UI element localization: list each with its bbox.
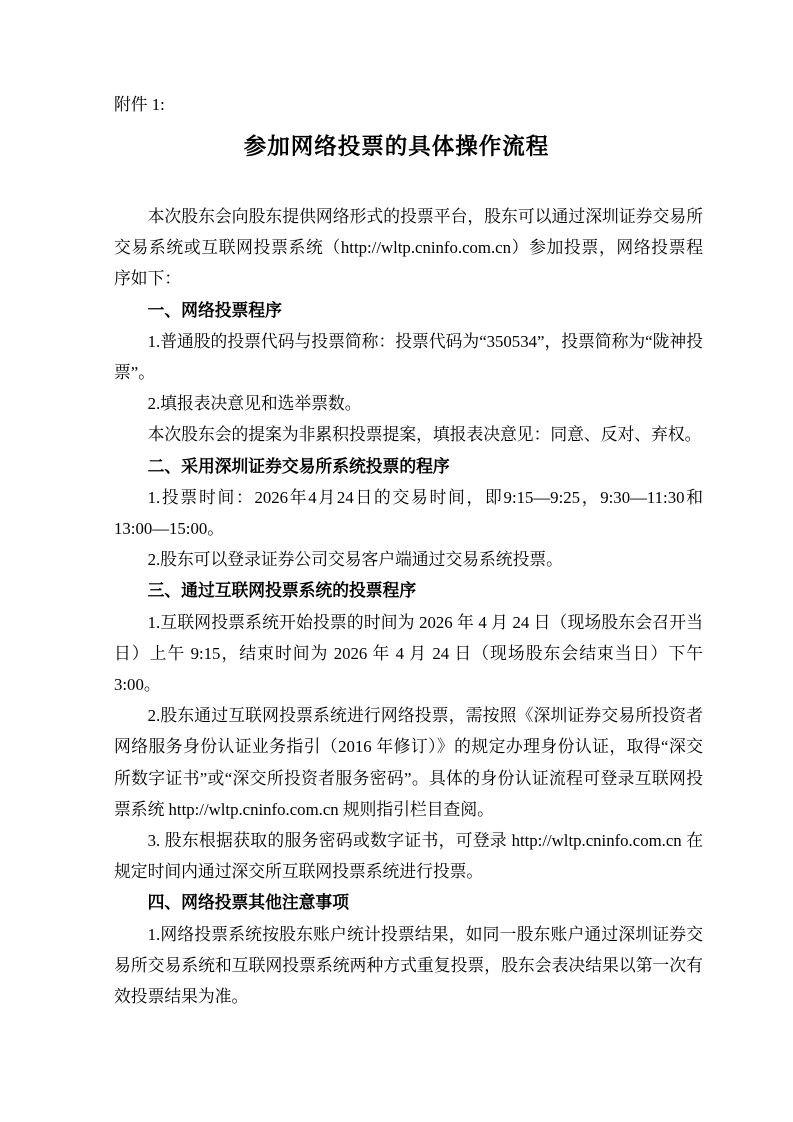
paragraph-1-1-voting-code: 1.普通股的投票代码与投票简称：投票代码为“350534”，投票简称为“陇神投票”。 [114,331,703,383]
paragraph-4-1-duplicate-votes: 1.网络投票系统按股东账户统计投票结果，如同一股东账户通过深圳证券交易所交易系统和互联网投票系统两种方式重复投票，股东会表决结果以第一次有效投票结果为准。 [114,924,703,1007]
paragraph-2-1-voting-time: 1.投票时间：2026年4月24日的交易时间，即9:15—9:25，9:30—11:30和13:00—15:00。 [114,487,703,539]
attachment-label: 附件 1: [114,95,165,114]
paragraph-1-2-fill-opinions: 2.填报表决意见和选举票数。 [147,394,362,414]
paragraph-intro: 本次股东会向股东提供网络形式的投票平台，股东可以通过深圳证券交易所交易系统或互联网投票系统（http://wltp.cninfo.com.cn）参加投票，网络投票程序如下： [114,207,703,289]
paragraph-1-3-proposal-type: 本次股东会的提案为非累积投票提案，填报表决意见：同意、反对、弃权。 [147,425,702,445]
paragraph-3-3-login-vote: 3. 股东根据获取的服务密码或数字证书，可登录 http://wltp.cninfo.com.cn 在规定时间内通过深交所互联网投票系统进行投票。 [114,831,703,882]
section-heading-4: 四、网络投票其他注意事项 [147,893,349,913]
paragraph-3-2-identity-auth: 2.股东通过互联网投票系统进行网络投票，需按照《深圳证券交易所投资者网络服务身份认证业务指引（2016 年修订）》的规定办理身份认证，取得“深交所数字证书”或“深交所投资者服务密码”。具体的身份认证流程可登录互联网投票系统 http://wltp.cninfo.com.cn 规则指引栏目查阅。 [114,706,703,819]
paragraph-2-2-trading-client: 2.股东可以登录证券公司交易客户端通过交易系统投票。 [147,550,563,570]
section-heading-1: 一、网络投票程序 [147,300,282,320]
paragraph-3-1-internet-time: 1.互联网投票系统开始投票的时间为 2026 年 4 月 24 日（现场股东会召开当日）上午 9:15，结束时间为 2026 年 4 月 24 日（现场股东会结束当日）下午 3:00。 [114,612,703,695]
section-heading-3: 三、通过互联网投票系统的投票程序 [147,581,417,601]
document-body [114,201,703,1012]
document-title: 参加网络投票的具体操作流程 [243,134,550,159]
section-heading-2: 二、采用深圳证券交易所系统投票的程序 [147,456,450,476]
